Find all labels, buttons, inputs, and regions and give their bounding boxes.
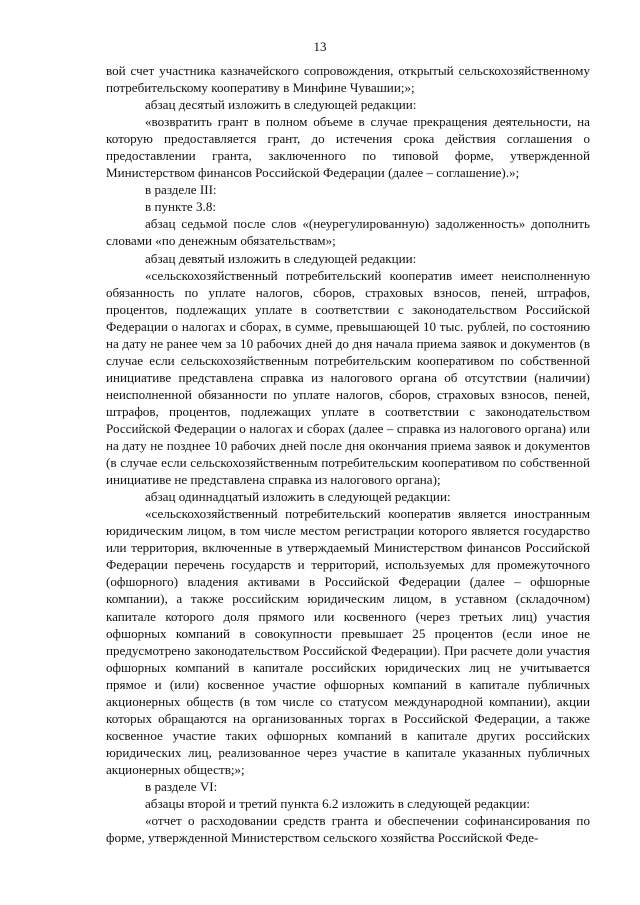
paragraph-quoted-text: «сельскохозяйственный потребительский кооператив является иностранным юридическим лицом, в том числе местом регистрации которого является государство или территория, включенные в утверждаемый Министерством финансов Российской Федерации перечень государств и территорий, используемых для промежуточного (офшорного) владения активами в Российской Федерации (далее – офшорные компании), а также российским юридическим лицом, в уставном (складочном) капитале которого доля прямого или косвенного (через третьих лиц) участия офшорных компаний в совокупности превышает 25 процентов (если иное не предусмотрено законодательством Российской Федерации). При расчете доли участия офшорных компаний в капитале российских юридических лиц не учитывается прямое и (или) косвенное участие офшорных компаний в капитале публичных акционерных обществ (в том числе со статусом международной компании), акции которых обращаются на организованных торгах в Российской Федерации, а также косвенное участие таких офшорных компаний в капитале других российских юридических лиц, реализованное через участие в капитале указанных публичных акционерных обществ;»; — [106, 506, 590, 777]
paragraph-continuation: вой счет участника казначейского сопровождения, открытый сельскохозяйственному потребительскому кооперативу в Минфине Чувашии;»; — [106, 63, 590, 96]
paragraph-instruction: абзац одиннадцатый изложить в следующей редакции: — [145, 489, 451, 505]
paragraph-quoted-text: «сельскохозяйственный потребительский кооператив имеет неисполненную обязанность по уплате налогов, сборов, страховых взносов, пеней, штрафов, процентов, подлежащих уплате в соответствии с законодательством Российской Федерации о налогах и сборах, в сумме, превышающей 10 тыс. рублей, по состоянию на дату не ранее чем за 10 рабочих дней до дня начала приема заявок и документов (в случае если сельскохозяйственным потребительским кооперативом по собственной инициативе представлена справка из налогового органа об отсутствии (наличии) неисполненной обязанности по уплате налогов, сборов, страховых взносов, пеней, штрафов, процентов, подлежащих уплате в соответствии с законодательством Российской Федерации о налогах и сборах (далее – справка из налогового органа) или на дату не позднее 10 рабочих дней после дня окончания приема заявок и документов (в случае если сельскохозяйственным потребительским кооперативом по собственной инициативе не представлена справка из налогового органа); — [106, 267, 590, 488]
paragraph-instruction: абзац седьмой после слов «(неурегулированную) задолженность» дополнить словами «по денежным обязательствам»; — [106, 216, 590, 249]
paragraph-instruction: абзац девятый изложить в следующей редакции: — [145, 250, 417, 266]
paragraph-instruction: абзац десятый изложить в следующей редакции: — [145, 97, 417, 113]
paragraph-quoted-text: «возвратить грант в полном объеме в случае прекращения деятельности, на которую предоставляется грант, до истечения срока действия соглашения о предоставлении гранта, заключенного по типовой форме, утвержденной Министерством финансов Российской Федерации (далее – соглашение).»; — [106, 114, 590, 181]
paragraph-section-heading: в разделе VI: — [145, 778, 218, 794]
paragraph-section-heading: в разделе III: — [145, 182, 217, 198]
paragraph-quoted-text: «отчет о расходовании средств гранта и обеспечении софинансирования по форме, утвержденной Министерством сельского хозяйства Российской Феде- — [106, 813, 590, 846]
page-number: 13 — [313, 39, 327, 54]
paragraph-item-heading: в пункте 3.8: — [145, 199, 217, 215]
document-body — [106, 62, 590, 846]
paragraph-instruction: абзацы второй и третий пункта 6.2 изложить в следующей редакции: — [145, 796, 530, 812]
